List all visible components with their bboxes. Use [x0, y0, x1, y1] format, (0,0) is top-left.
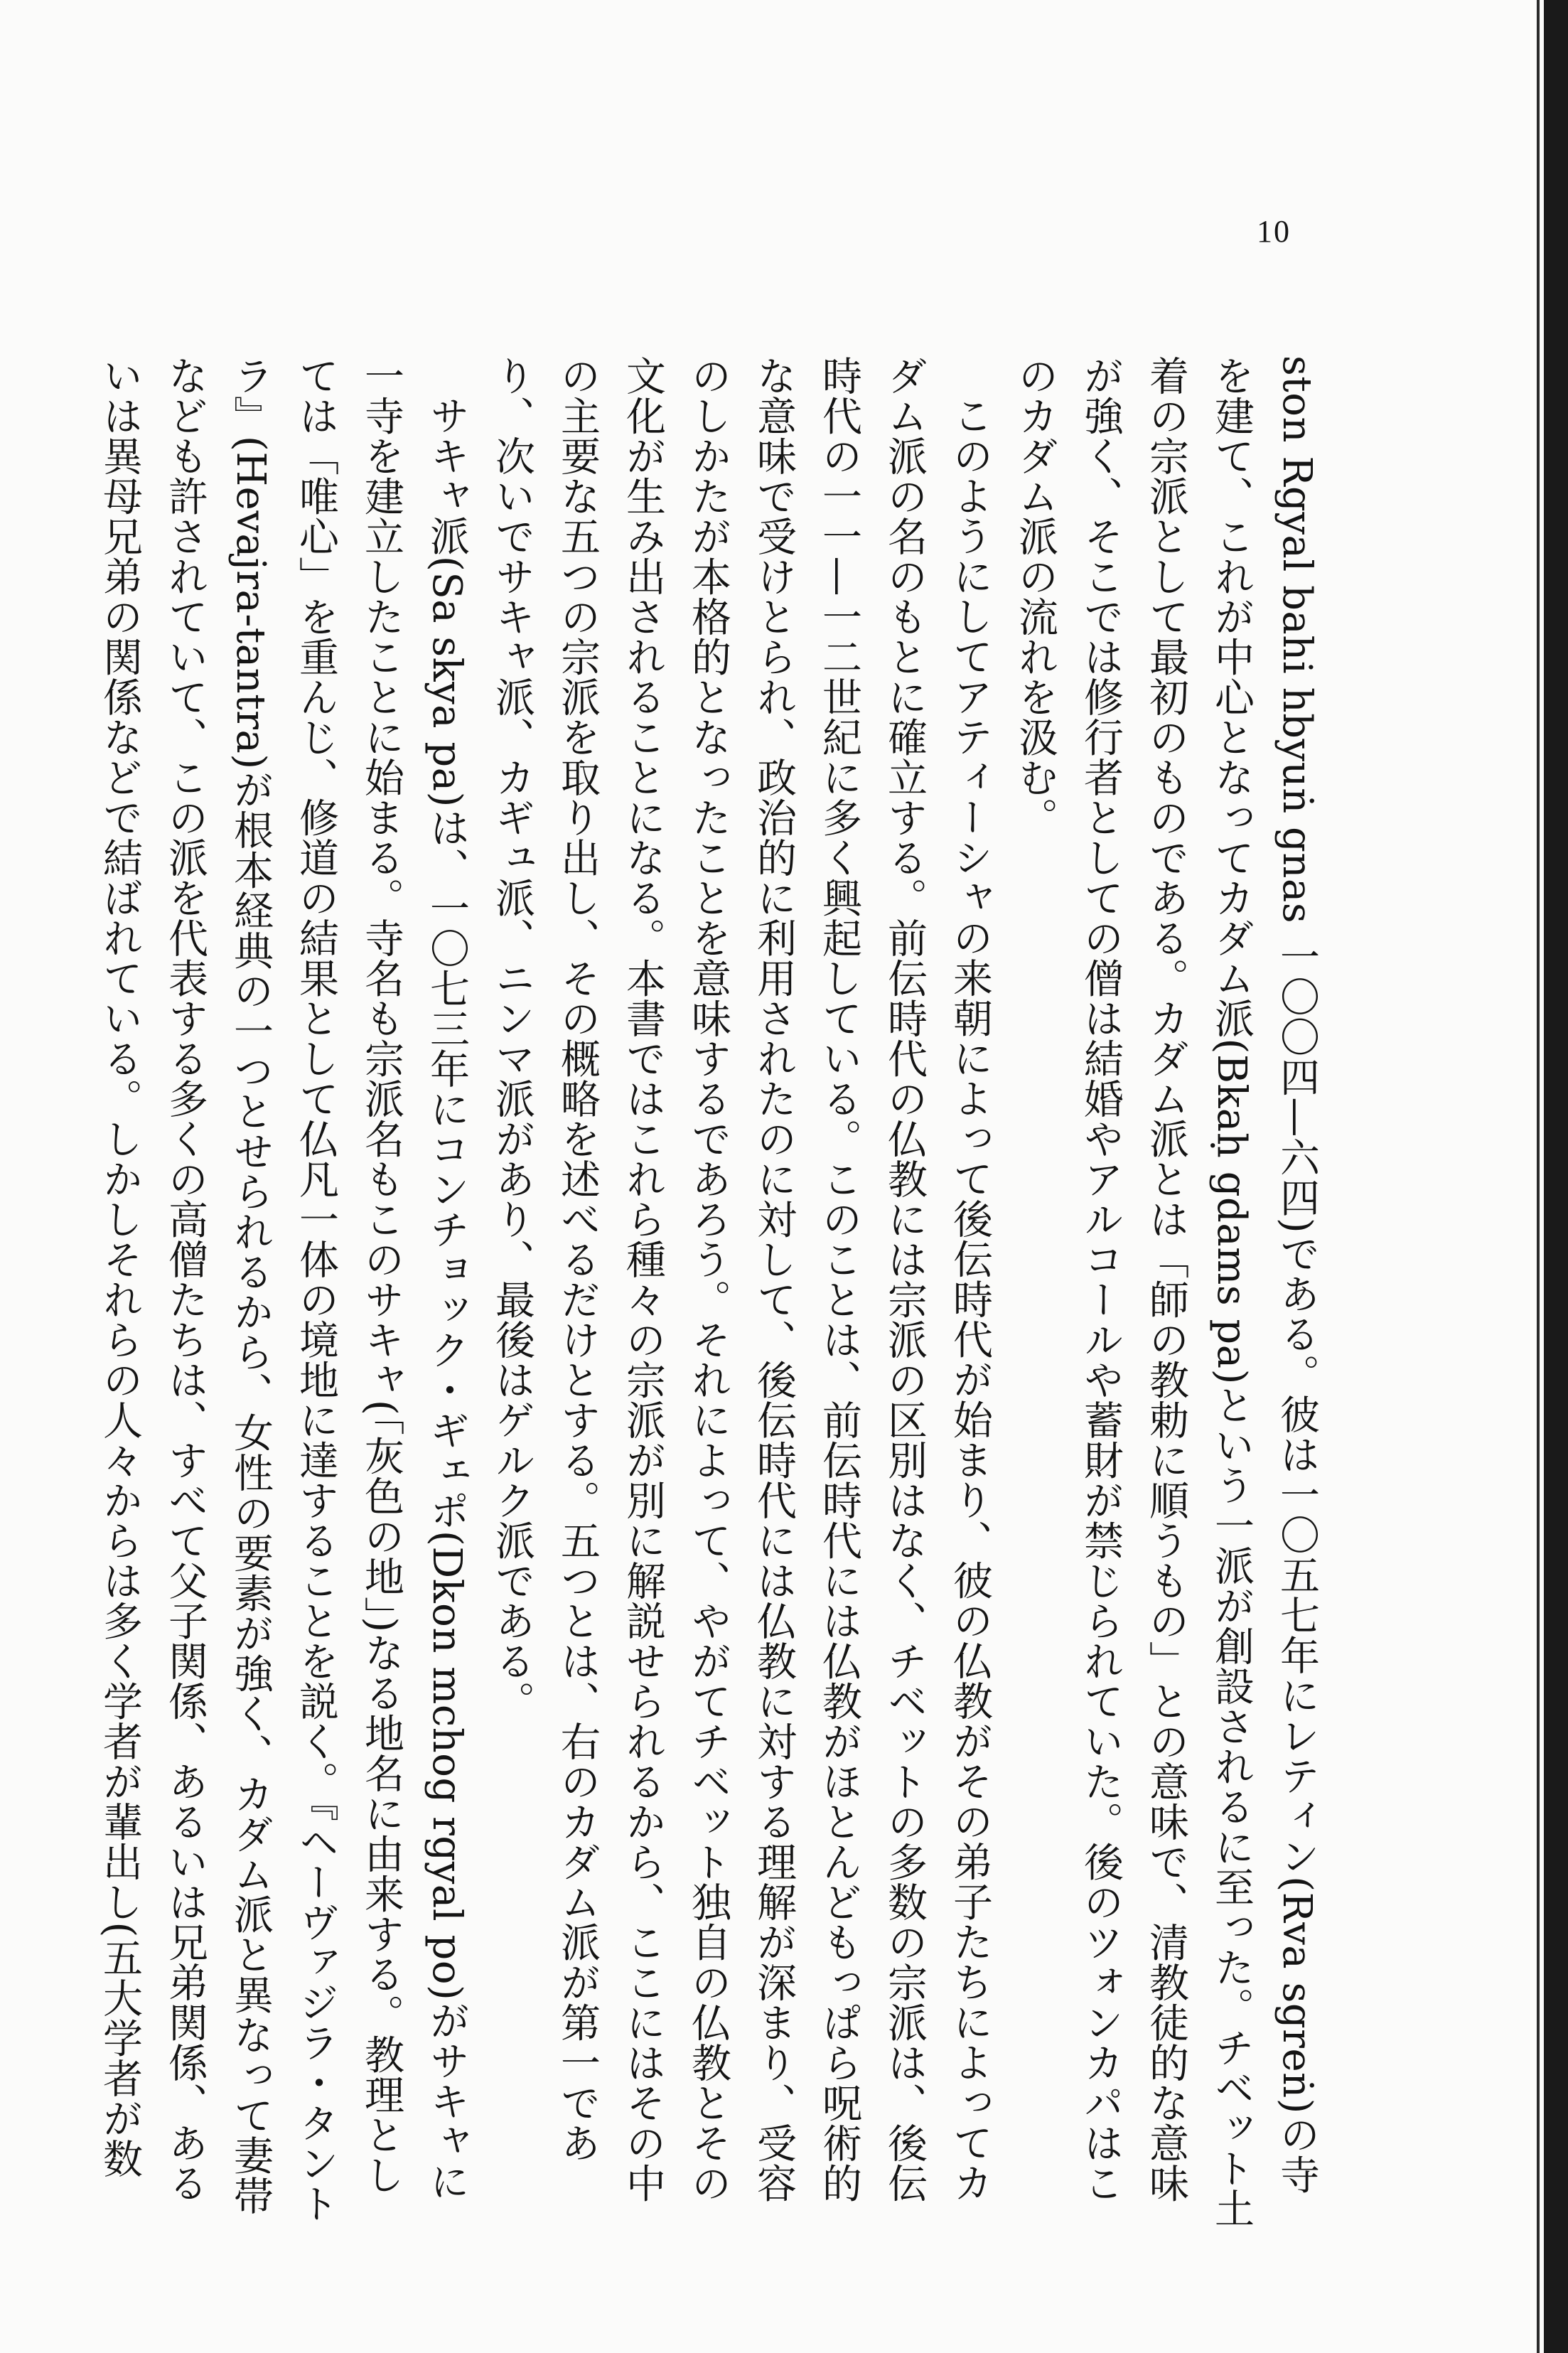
page-number: 10 — [1257, 214, 1291, 249]
paragraph-1: ston Rgyal bahi hbyuṅ gnas 一〇〇四—六四)である。彼は一〇五七年にレティン(Rva sgreṅ)の寺を建て、これが中心となってカダム派(Bkaḥ gdams pa)という一派が創設されるに至った。チベット土着の宗派として最初のものである。カダム派とは「師の教勅に順うもの」との意味で、清教徒的な意味が強く、そこでは修行者としての僧は結婚やアルコールや蓄財が禁じられていた。後のツォンカパはこのカダム派の流れを汲む。 — [1012, 355, 1320, 2229]
body-text — [64, 355, 1329, 2232]
paragraph-2: このようにしてアティーシャの来朝によって後伝時代が始まり、彼の仏教がその弟子たちによってカダム派の名のもとに確立する。前伝時代の仏教には宗派の区別はなく、チベットの多数の宗派は、後伝時代の一一—一二世紀に多く興起している。このことは、前伝時代には仏教がほとんどもっぱら呪術的な意味で受けとられ、政治的に利用されたのに対して、後伝時代には仏教に対する理解が深まり、受容のしかたが本格的となったことを意味するであろう。それによって、やがてチベット独自の仏教とその文化が生み出されることになる。本書ではこれら種々の宗派が別に解説せられるから、ここにはその中の主要な五つの宗派を取り出し、その概略を述べるだけとする。五つとは、右のカダム派が第一であり、次いでサキャ派、カギュ派、ニンマ派があり、最後はゲルク派である。 — [489, 355, 993, 2203]
page-binding-edge — [1544, 0, 1568, 2353]
page-binding-line — [1537, 0, 1540, 2353]
paragraph-3: サキャ派(Sa skya pa)は、一〇七三年にコンチョック・ギェポ(Dkon mchog rgyal po)がサキャに一寺を建立したことに始まる。寺名も宗派名もこのサキャ(「灰色の地」)なる地名に由来する。教理としては「唯心」を重んじ、修道の結果として仏凡一体の境地に達することを説く。『ヘーヴァジラ・タントラ』(Hevajra-tantra)が根本経典の一つとせられるから、女性の要素が強く、カダム派と異なって妻帯なども許されていて、この派を代表する多くの高僧たちは、すべて父子関係、あるいは兄弟関係、あるいは異母兄弟の関係などで結ばれている。しかしそれらの人々からは多く学者が輩出し(五大学者が数 — [97, 355, 470, 2224]
